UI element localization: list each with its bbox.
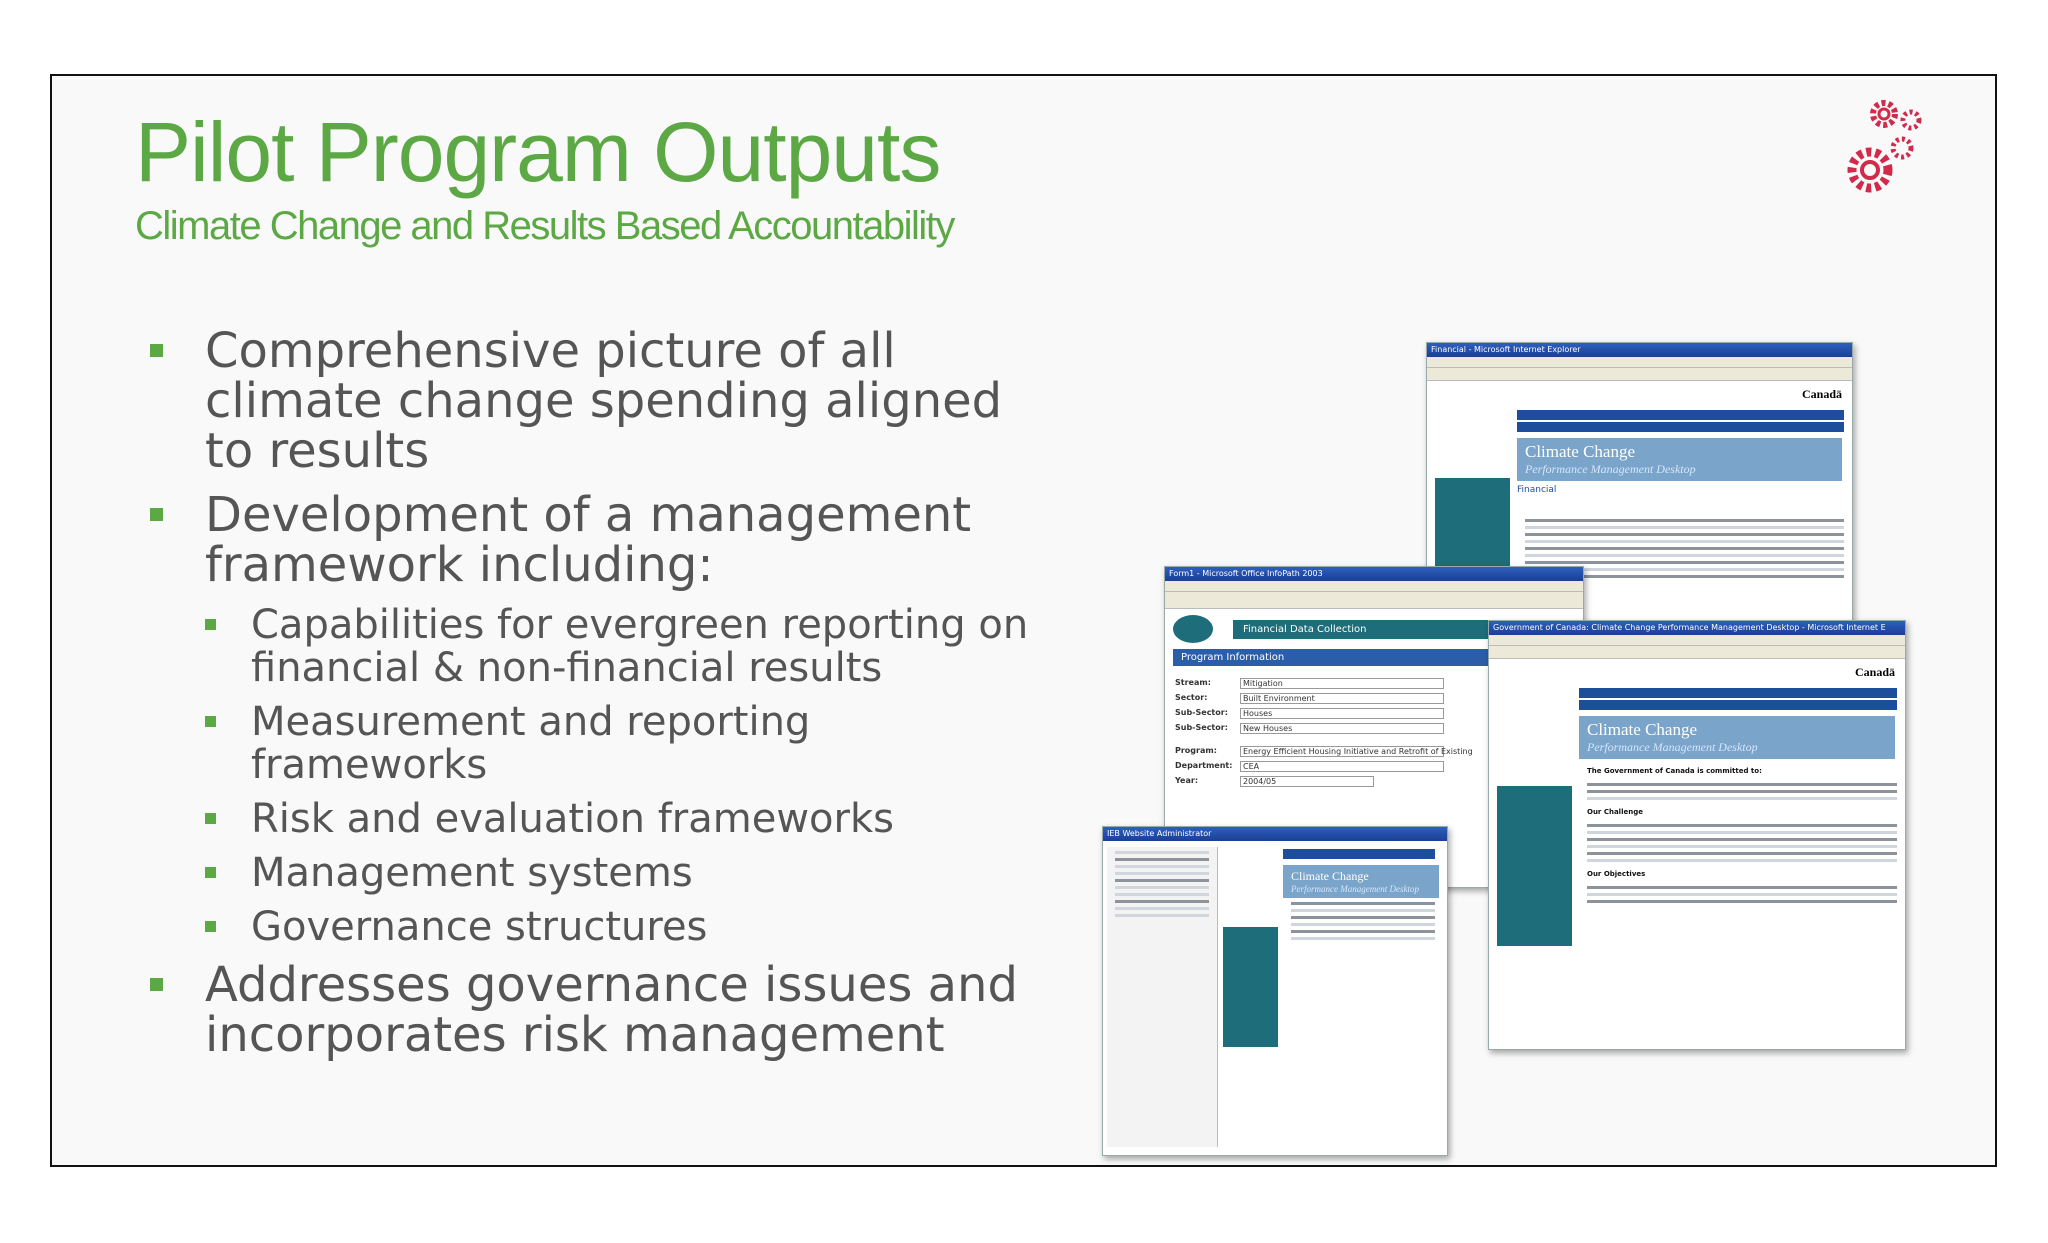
sub-bullet-item: [205, 852, 1050, 895]
window-title: Form1 - Microsoft Office InfoPath 2003: [1165, 567, 1583, 581]
text-line: [1291, 930, 1435, 933]
bullet-text: Comprehensive picture of all climate change spending aligned to results: [205, 323, 1003, 479]
text-line: [1587, 900, 1897, 903]
bullet-text: Capabilities for evergreen reporting on financial & non-financial results: [251, 602, 1029, 691]
text-line: [1587, 845, 1897, 848]
gears-logo-icon: [1844, 90, 1934, 200]
bullet-marker: [150, 508, 163, 521]
bullet-marker: [205, 921, 216, 932]
nav-row: [1517, 422, 1844, 432]
bullet-list: [150, 323, 1050, 1074]
field-label: Sub-Sector:: [1175, 723, 1228, 732]
field-select[interactable]: New Houses: [1240, 723, 1444, 734]
form-section: Program Information: [1173, 649, 1575, 666]
text-line: [1291, 909, 1435, 912]
screenshot-pmd-home: [1488, 620, 1906, 1050]
toolbar: [1489, 646, 1905, 659]
text-line: [1587, 838, 1897, 841]
bullet-text: Measurement and reporting frameworks: [251, 699, 811, 788]
nav-row: [1579, 700, 1897, 710]
content-subheading: Our Challenge: [1587, 808, 1643, 816]
text-line: [1115, 865, 1209, 868]
nav-row: [1579, 688, 1897, 698]
text-line: [1291, 923, 1435, 926]
sub-bullet-item: [205, 906, 1050, 949]
bullet-item: [150, 487, 1050, 593]
text-line: [1115, 893, 1209, 896]
field-select[interactable]: Built Environment: [1240, 693, 1444, 704]
globe-logo-icon: [1173, 615, 1213, 643]
field-label: Sector:: [1175, 693, 1208, 702]
bullet-text: Addresses governance issues and incorporates risk management: [205, 957, 1018, 1063]
text-line: [1291, 937, 1435, 940]
canada-wordmark: Canadä: [1801, 387, 1842, 401]
text-line: [1587, 886, 1897, 889]
bullet-item: [150, 957, 1050, 1063]
bullet-text: Governance structures: [251, 904, 708, 950]
text-line: [1115, 886, 1209, 889]
banner-subtitle: Performance Management Desktop: [1291, 884, 1419, 894]
text-line: [1525, 554, 1844, 557]
text-line: [1587, 797, 1897, 800]
bullet-text: Development of a management framework including:: [205, 487, 972, 593]
bullet-text: Risk and evaluation frameworks: [251, 796, 894, 842]
nav-row: [1517, 410, 1844, 420]
sub-bullet-item: [205, 701, 1050, 787]
text-line: [1587, 831, 1897, 834]
slide-subtitle: Climate Change and Results Based Accountability: [135, 204, 954, 248]
field-select[interactable]: CEA: [1240, 761, 1444, 772]
bullet-marker: [205, 619, 216, 630]
text-line: [1115, 858, 1209, 861]
sub-bullet-item: [205, 798, 1050, 841]
text-line: [1525, 533, 1844, 536]
bullet-item: [150, 323, 1050, 479]
field-label: Year:: [1175, 776, 1199, 785]
field-select[interactable]: 2004/05: [1240, 776, 1374, 787]
field-select[interactable]: Houses: [1240, 708, 1444, 719]
field-label: Sub-Sector:: [1175, 708, 1228, 717]
content-heading: The Government of Canada is committed to:: [1587, 767, 1762, 775]
bullet-text: Management systems: [251, 850, 693, 896]
text-line: [1587, 859, 1897, 862]
text-line: [1525, 561, 1844, 564]
bullet-marker: [150, 978, 163, 991]
text-line: [1525, 547, 1844, 550]
bullet-marker: [205, 867, 216, 878]
window-title: Financial - Microsoft Internet Explorer: [1427, 343, 1852, 357]
banner-subtitle: Performance Management Desktop: [1525, 462, 1696, 476]
slide-title: Pilot Program Outputs: [135, 105, 941, 199]
toolbar: [1427, 368, 1852, 381]
text-line: [1587, 783, 1897, 786]
sub-bullet-item: [205, 604, 1050, 690]
text-line: [1291, 916, 1435, 919]
text-line: [1587, 824, 1897, 827]
text-line: [1115, 907, 1209, 910]
content-subheading: Our Objectives: [1587, 870, 1646, 878]
field-label: Department:: [1175, 761, 1233, 770]
text-line: [1291, 902, 1435, 905]
window-title: Government of Canada: Climate Change Performance Management Desktop - Microsoft Internet E: [1489, 621, 1905, 635]
site-banner: [1517, 438, 1842, 481]
text-line: [1525, 519, 1844, 522]
banner-title: Climate Change: [1525, 442, 1636, 461]
text-line: [1587, 790, 1897, 793]
text-line: [1115, 879, 1209, 882]
site-banner: [1579, 716, 1895, 759]
text-line: [1115, 872, 1209, 875]
field-label: Program:: [1175, 746, 1217, 755]
section-label: Financial: [1517, 485, 1557, 495]
text-line: [1115, 914, 1209, 917]
text-line: [1587, 893, 1897, 896]
banner-title: Climate Change: [1291, 869, 1369, 883]
form-title: Financial Data Collection: [1233, 620, 1575, 639]
text-line: [1115, 851, 1209, 854]
menu-bar: [1165, 581, 1583, 592]
text-line: [1115, 900, 1209, 903]
sidebar: [1223, 927, 1278, 1047]
tree-pane: [1107, 847, 1218, 1147]
text-line: [1587, 852, 1897, 855]
toolbar: [1165, 592, 1583, 609]
field-select[interactable]: Energy Efficient Housing Initiative and Retrofit of Existing: [1240, 746, 1444, 757]
bullet-marker: [205, 813, 216, 824]
sidebar: [1497, 786, 1572, 946]
field-label: Stream:: [1175, 678, 1211, 687]
window-title: IEB Website Administrator: [1103, 827, 1447, 841]
screenshot-web-admin: [1102, 826, 1448, 1156]
text-line: [1525, 526, 1844, 529]
site-banner: [1283, 865, 1439, 898]
canada-wordmark: Canadä: [1854, 665, 1895, 679]
banner-title: Climate Change: [1587, 720, 1698, 739]
menu-bar: [1427, 357, 1852, 368]
text-line: [1525, 540, 1844, 543]
bullet-marker: [150, 344, 163, 357]
field-select[interactable]: Mitigation: [1240, 678, 1444, 689]
slide: [50, 74, 1997, 1167]
banner-subtitle: Performance Management Desktop: [1587, 740, 1758, 754]
bullet-marker: [205, 716, 216, 727]
nav-row: [1283, 849, 1435, 859]
menu-bar: [1489, 635, 1905, 646]
